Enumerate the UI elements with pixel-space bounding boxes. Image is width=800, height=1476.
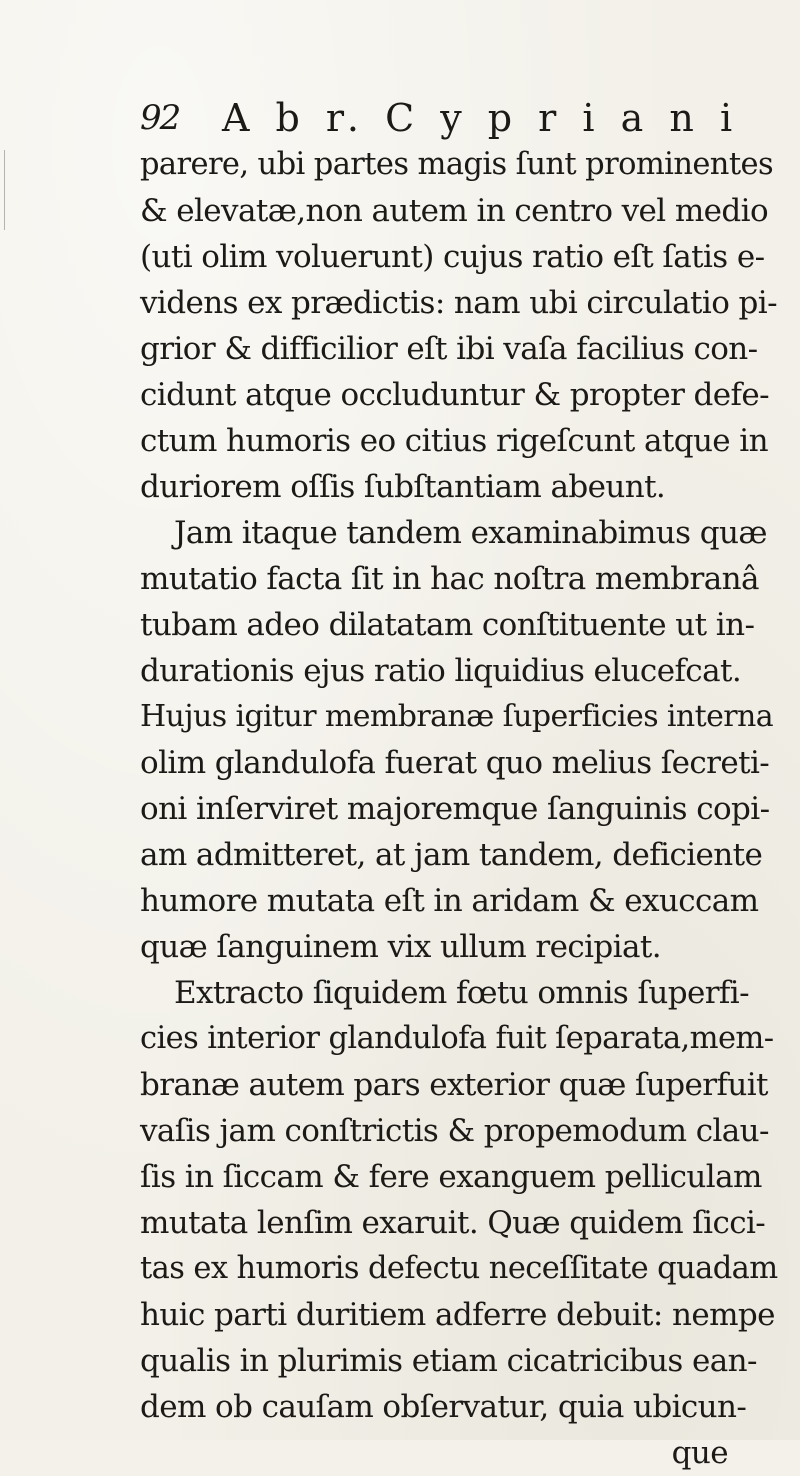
text-line: ctum humoris eo citius rigeſcunt atque in xyxy=(140,423,768,459)
text-line: (uti olim voluerunt) cujus ratio eſt ſatis e- xyxy=(140,239,765,275)
text-line: cidunt atque occluduntur & propter defe- xyxy=(140,377,770,413)
text-line: Hujus igitur membranæ ſuperficies interna xyxy=(140,699,773,734)
text-line: huic parti duritiem adferre debuit: nempe xyxy=(140,1297,775,1333)
body-text xyxy=(140,142,780,1476)
page-edge-mark xyxy=(4,150,15,230)
text-line: mutata lenſim exaruit. Quæ quidem ſicci- xyxy=(140,1205,766,1241)
text-line: parere, ubi partes magis ſunt prominentes xyxy=(140,147,774,182)
text-line: duriorem oſſis ſubſtantiam abeunt. xyxy=(140,469,666,505)
text-line: qualis in plurimis etiam cicatricibus ean- xyxy=(140,1343,757,1379)
text-line: tubam adeo dilatatam conſtituente ut in- xyxy=(140,607,755,643)
text-line: ſis in ſiccam & fere exanguem pelliculam xyxy=(140,1159,762,1195)
page-header xyxy=(140,98,740,148)
text-line: Extracto ſiquidem fœtu omnis ſuperfi- xyxy=(174,975,749,1011)
text-line: & elevatæ,non autem in centro vel medio xyxy=(140,193,769,229)
catchword: que xyxy=(671,1435,728,1471)
text-line: grior & difficilior eſt ibi vaſa facilius con- xyxy=(140,331,758,367)
text-line: am admitteret, at jam tandem, deficiente xyxy=(140,837,763,873)
text-line: durationis ejus ratio liquidius elucefcat. xyxy=(140,653,742,689)
text-line: Jam itaque tandem examinabimus quæ xyxy=(174,515,767,551)
text-line: branæ autem pars exterior quæ ſuperfuit xyxy=(140,1067,768,1103)
text-line: videns ex prædictis: nam ubi circulatio pi- xyxy=(140,285,777,321)
text-line: olim glandulofa fuerat quo melius ſecreti- xyxy=(140,745,770,781)
page-number: 92 xyxy=(140,98,180,138)
text-line: oni inſerviret majoremque ſanguinis copi- xyxy=(140,791,770,827)
text-line: mutatio facta ſit in hac noſtra membranâ xyxy=(140,561,759,597)
running-head: A b r. C y p r i a n i xyxy=(222,96,740,140)
text-line: cies interior glandulofa fuit ſeparata,mem- xyxy=(140,1021,774,1056)
text-line: quæ ſanguinem vix ullum recipiat. xyxy=(140,929,661,965)
text-line: humore mutata eſt in aridam & exuccam xyxy=(140,883,759,919)
text-line: dem ob cauſam obſervatur, quia ubicun- xyxy=(140,1389,747,1425)
text-line: vaſis jam conſtrictis & propemodum clau- xyxy=(140,1113,769,1149)
text-line: tas ex humoris defectu neceſſitate quadam xyxy=(140,1251,778,1286)
